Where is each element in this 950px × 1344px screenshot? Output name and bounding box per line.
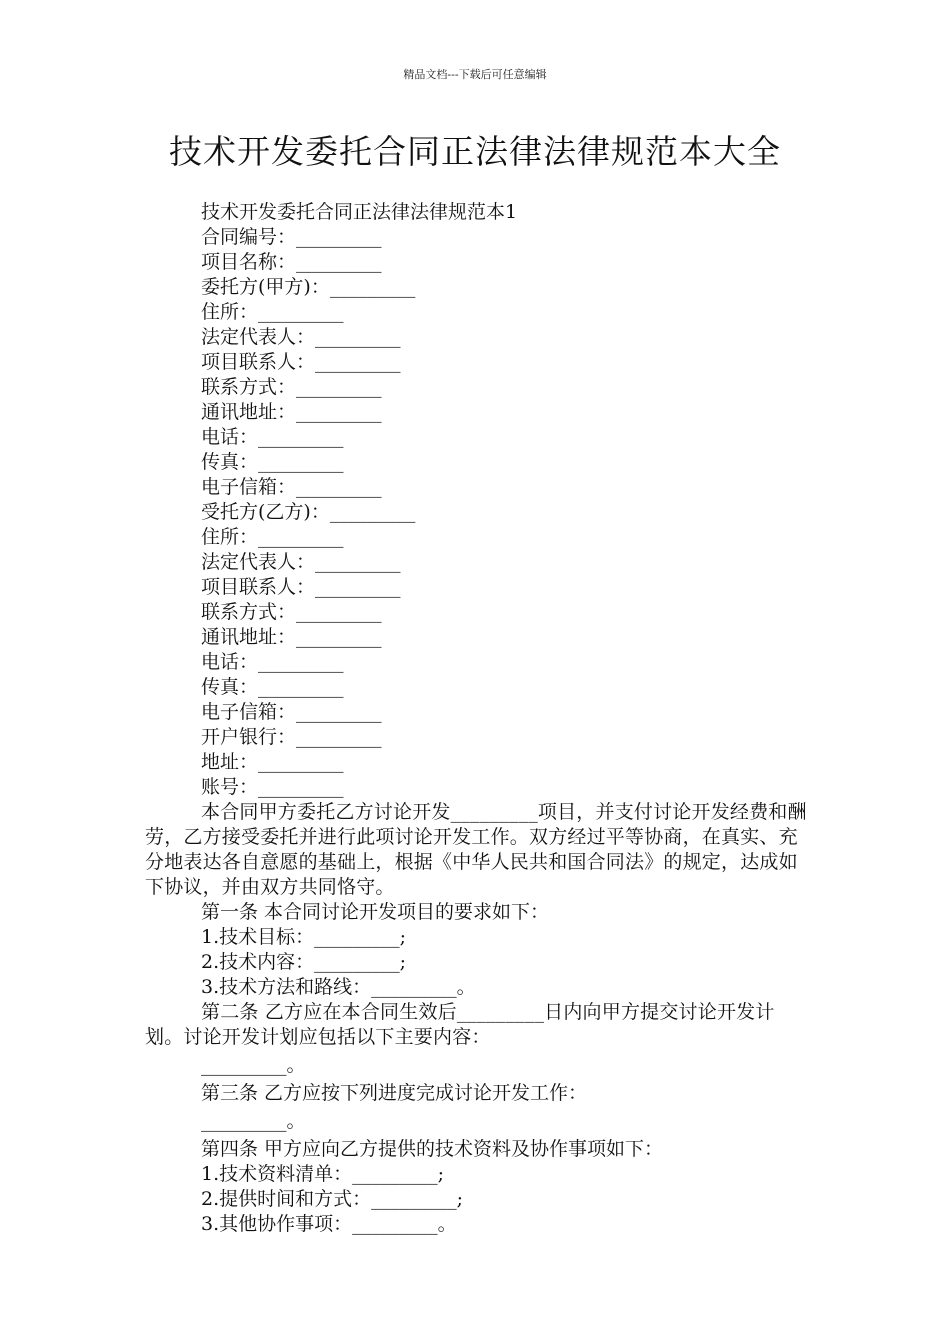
subtitle: 技术开发委托合同正法律法律规范本1 [201, 201, 518, 223]
field-project-name: 项目名称：_________ [201, 251, 382, 273]
field-list [145, 225, 810, 800]
header-note: 精品文档---下载后可任意编辑 [403, 68, 547, 81]
field-a-address: 住所：_________ [201, 301, 344, 323]
field-b-email: 电子信箱：_________ [201, 701, 382, 723]
article-4-item: 3.其他协作事项：_________。 [201, 1213, 457, 1235]
article-1-item: 2.技术内容：_________; [201, 951, 407, 973]
article-4-heading: 第四条 甲方应向乙方提供的技术资料及协作事项如下： [201, 1138, 664, 1160]
intro-paragraph: 本合同甲方委托乙方讨论开发_________项目，并支付讨论开发经费和酬劳，乙方接受委托并进行此项讨论开发工作。双方经过平等协商，在真实、充分地表达各自意愿的基础上，根据《中华人民共和国合同法》的规定，达成如下协议，并由双方共同恪守。 [145, 801, 807, 898]
field-a-phone: 电话：_________ [201, 426, 344, 448]
article-1-heading: 第一条 本合同讨论开发项目的要求如下： [201, 901, 550, 923]
field-a-email: 电子信箱：_________ [201, 476, 382, 498]
field-b-address: 住所：_________ [201, 526, 344, 548]
article-3-blank-line: _________。 [201, 1110, 306, 1132]
field-b-mailing-address: 通讯地址：_________ [201, 626, 382, 648]
field-client-party-a: 委托方(甲方)：_________ [201, 276, 416, 298]
article-2-blank-line: _________。 [201, 1054, 306, 1076]
article-1-item: 3.技术方法和路线：_________。 [201, 976, 476, 998]
field-a-legal-rep: 法定代表人：_________ [201, 326, 401, 348]
field-a-contact-method: 联系方式：_________ [201, 376, 382, 398]
field-b-phone: 电话：_________ [201, 651, 344, 673]
article-1-item: 1.技术目标：_________; [201, 926, 407, 948]
field-b-project-contact: 项目联系人：_________ [201, 576, 401, 598]
article-4-item: 1.技术资料清单：_________; [201, 1163, 445, 1185]
field-b-bank: 开户银行：_________ [201, 726, 382, 748]
article-4-item: 2.提供时间和方式：_________; [201, 1188, 464, 1210]
field-contract-number: 合同编号：_________ [201, 226, 382, 248]
field-b-account-number: 账号：_________ [201, 776, 344, 798]
field-b-fax: 传真：_________ [201, 676, 344, 698]
document-title: 技术开发委托合同正法律法律规范本大全 [169, 132, 781, 171]
document-body [145, 200, 810, 1237]
field-contractor-party-b: 受托方(乙方)：_________ [201, 501, 416, 523]
field-a-project-contact: 项目联系人：_________ [201, 351, 401, 373]
article-2-paragraph: 第二条 乙方应在本合同生效后_________日内向甲方提交讨论开发计划。讨论开发计划应包括以下主要内容： [145, 1001, 775, 1048]
field-b-bank-address: 地址：_________ [201, 751, 344, 773]
field-a-mailing-address: 通讯地址：_________ [201, 401, 382, 423]
field-b-legal-rep: 法定代表人：_________ [201, 551, 401, 573]
field-a-fax: 传真：_________ [201, 451, 344, 473]
article-3-heading: 第三条 乙方应按下列进度完成讨论开发工作： [201, 1082, 588, 1104]
field-b-contact-method: 联系方式：_________ [201, 601, 382, 623]
